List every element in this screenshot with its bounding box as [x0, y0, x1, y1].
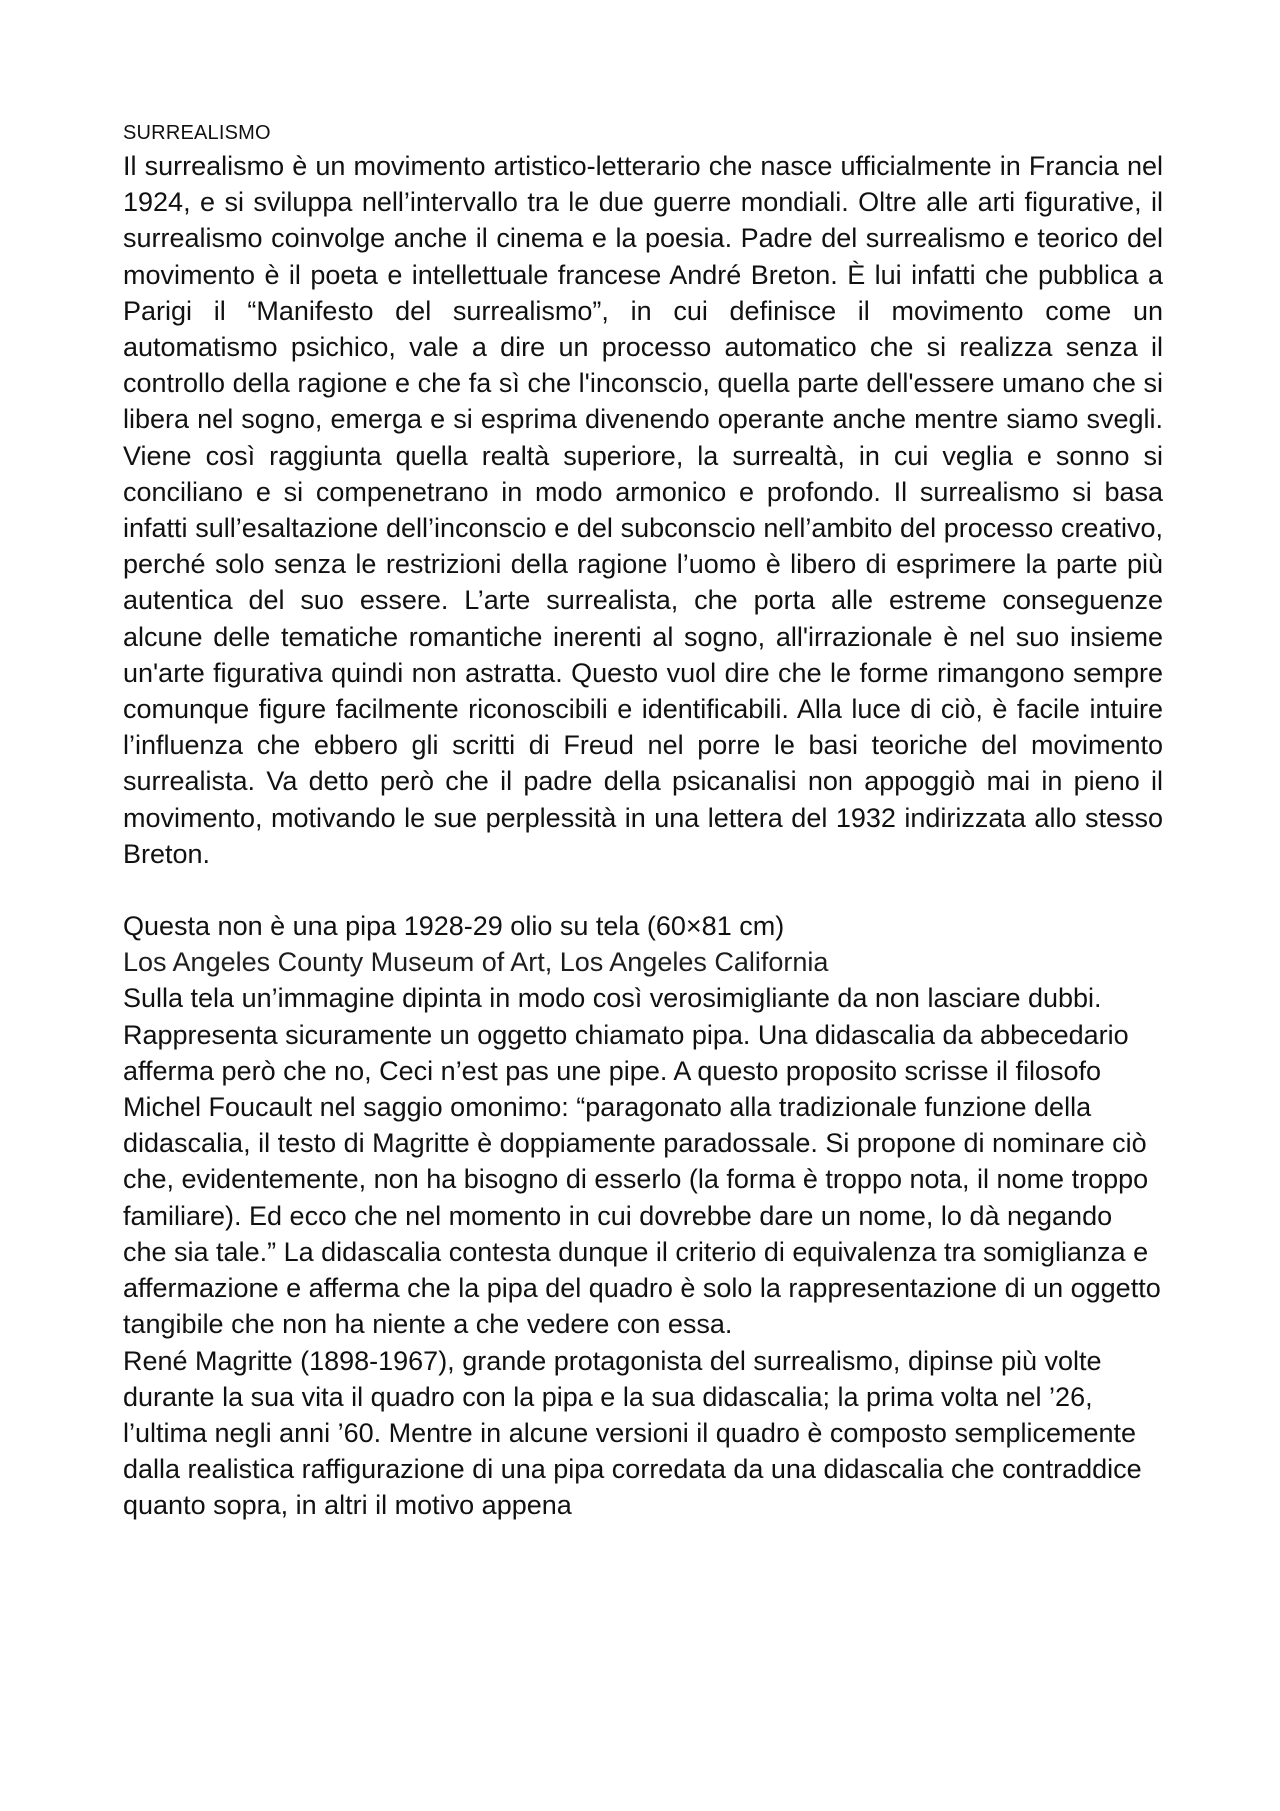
paragraph-spacer: [123, 872, 1163, 908]
magritte-paragraph: René Magritte (1898-1967), grande protagonista del surrealismo, dipinse più volte durante la sua vita il quadro con la pipa e la sua didascalia; la prima volta nel ’26, l’ultima negli anni ’60. Mentre in alcune versioni il quadro è composto semplicemente dalla realistica raffigurazione di una pipa corredata da una didascalia che contraddice quanto sopra, in altri il motivo appena: [123, 1345, 1142, 1521]
artwork-location-line: Los Angeles County Museum of Art, Los Angeles California: [123, 947, 829, 978]
artwork-paragraph: Sulla tela un’immagine dipinta in modo così verosimigliante da non lasciare dubbi. Rappresenta sicuramente un oggetto chiamato pipa. Una didascalia da abbecedario afferma però che no, Ceci n’est pas une pipe. A questo proposito scrisse il filosofo Michel Foucault nel saggio omonimo: “paragonato alla tradizionale funzione della didascalia, il testo di Magritte è doppiamente paradossale. Si propone di nominare ciò che, evidentemente, non ha bisogno di esserlo (la forma è troppo nota, il nome troppo familiare). Ed ecco che nel momento in cui dovrebbe dare un nome, lo dà negando che sia tale.” La didascalia contesta dunque il criterio di equivalenza tra somiglianza e affermazione e afferma che la pipa del quadro è solo la rappresentazione di un oggetto tangibile che non ha niente a che vedere con essa.: [123, 983, 1161, 1340]
document-page: [123, 118, 1163, 1524]
artwork-title-line: Questa non è una pipa 1928-29 olio su tela (60×81 cm): [123, 911, 785, 942]
document-heading: SURREALISMO: [123, 122, 271, 144]
intro-paragraph: Il surrealismo è un movimento artistico-letterario che nasce ufficialmente in Francia nel 1924, e si sviluppa nell’intervallo tra le due guerre mondiali. Oltre alle arti figurative, il surrealismo coinvolge anche il cinema e la poesia. Padre del surrealismo e teorico del movimento è il poeta e intellettuale francese André Breton. È lui infatti che pubblica a Parigi il “Manifesto del surrealismo”, in cui definisce il movimento come un automatismo psichico, vale a dire un processo automatico che si realizza senza il controllo della ragione e che fa sì che l'inconscio, quella parte dell'essere umano che si libera nel sogno, emerga e si esprima divenendo operante anche mentre siamo svegli. Viene così raggiunta quella realtà superiore, la surrealtà, in cui veglia e sonno si conciliano e si compenetrano in modo armonico e profondo. Il surrealismo si basa infatti sull’esaltazione dell’inconscio e del subconscio nell’ambito del processo creativo, perché solo senza le restrizioni della ragione l’uomo è libero di esprimere la parte più autentica del suo essere. L’arte surrealista, che porta alle estreme conseguenze alcune delle tematiche romantiche inerenti al sogno, all'irrazionale è nel suo insieme un'arte figurativa quindi non astratta. Questo vuol dire che le forme rimangono sempre comunque figure facilmente riconoscibili e identificabili. Alla luce di ciò, è facile intuire l’influenza che ebbero gli scritti di Freud nel porre le basi teoriche del movimento surrealista. Va detto però che il padre della psicanalisi non appoggiò mai in pieno il movimento, motivando le sue perplessità in una lettera del 1932 indirizzata allo stesso Breton.: [123, 151, 1163, 869]
